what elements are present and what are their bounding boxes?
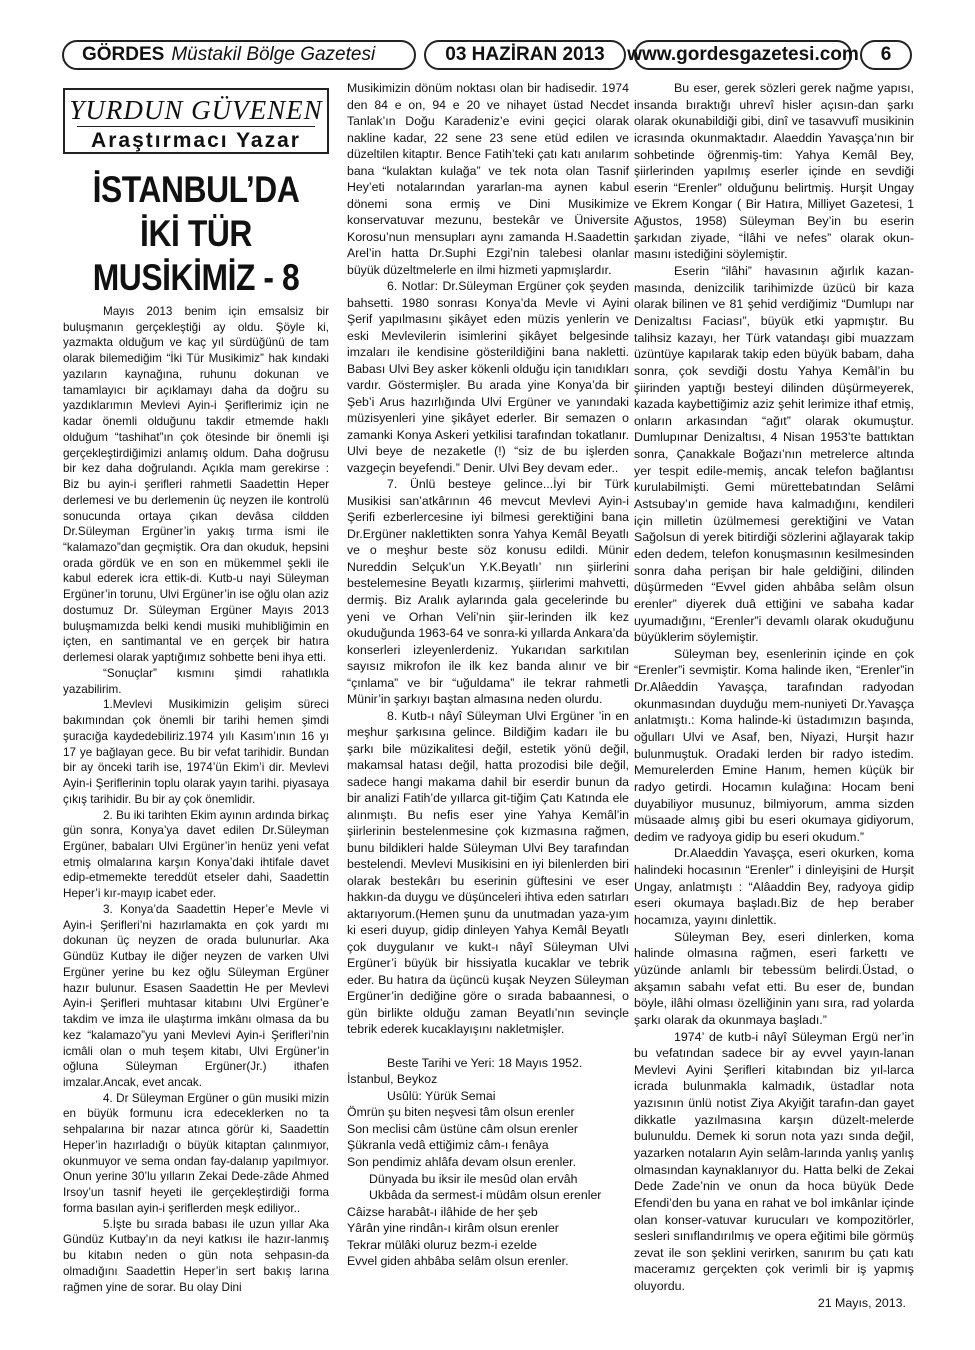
column-2 <box>347 80 629 1270</box>
author-box <box>63 88 329 154</box>
paragraph: Süleyman bey, esenlerinin içinde en çok “Erenler”i sevmiştir. Koma halinde iken, “Erenler”in Dr.Alâeddin Yavaşça, tarafından radyodan okunmasından duyduğu mem-nuniyeti Dr.Yavaşça anlatmıştı.: Koma halinde-ki üstadımızın başında, oğulları Ulvi ve Asaf, ben, Niyazi, Hurşit hazır bulunmuştuk. Oradaki lerden bir radyo istedim. Memurelerden Emine Hanım, hemen küçük bir radyo getirdi. Hocamın kulağına: Hocam beni duyabiliyor musunuz, bilmiyorum, amma sizden müsaade almış gibi bu eseri okumaya gidiyorum, dedim ve radyoya gidip bu eseri okudum.” <box>634 646 914 844</box>
poem-line: Ukbâda da sermest-i müdâm olsun erenler <box>369 1188 602 1203</box>
paragraph: Musikimizin dönüm noktası olan bir hadisedir. 1974 den 84 e on, 94 e 20 ve nihayet üstad Necdet Tanlak’ın Doğu Karadeniz’e evini geçici olarak nakline kadar, 22 sene 23 sene etüd edilen ve düzeltilen kitaptır. Bence Fatih’teki çatı katı anılarım bana “kulaktan kulağa” ve tek nota olan Tasnif Hey’eti notalarından yararlan-ma aynen kabul dönemi sona ermiş ve Dini Musikimize konservatuvar mezunu, bestekâr ve Üniversite Korosu’nun mensupları aynı zamanda H.Saadettin Arel’in hatta Dr.Suphi Ezgi’nin talebesi olanlar büyük düzeltmelerle en ilmi hizmeti yapmışlardır. <box>347 81 629 277</box>
poem <box>347 1104 629 1269</box>
poem-line: Son pendimiz ahlâfa devam olsun erenler. <box>347 1155 576 1169</box>
newspaper-name: GÖRDES <box>82 44 165 65</box>
paragraph: Eserin “ilâhi” havasının ağırlık kazan-masında, denizcilik tarihimizde üzücü bir kaza olarak bilinen ve 81 şehid verdiğimiz “Dumlupı nar Denizaltısı Faciası”, büyük etki yapmıştır. Bu talihsiz kazayı, her Türk vatandaşı gibi muazzam üzüntüye kapılarak takip eden büyük babam, daha sonra, çok sevdiği dostu Yahya Kemâl’in bu şiirinden yaptığı besteyi dilinden düşürmeyerek, kazada kaybettiğimiz aziz şehit lerimize ithaf etmiş, onların arkasından “ağıt” olarak okumuştur. Dumlupınar Denizaltısı, 4 Nisan 1953’te battıktan sonra, Çanakkale Boğazı’nın metrelerce altında yer tespit edile-memiş, ancak telefon bağlantısı kurulabilmişti. Gemi mürettebatından Selâmi Astsubay’ın gemide hava kalmadığını, kendileri için milletin üzülmemesi gerektiğini ve Vatan Sağolsun di yerek bitirdiği sözlerini ağlayarak takip eden dedem, telefon konuşmasının kesilmesinden sonra daha perişan bir hale geldiğini, dilinden düşürmeden “Evvel giden ahbâba selâm olsun erenler” diyerek duâ ettiğini ve sabaha kadar uyumadığını, “Erenler”i devamlı olarak okuduğunu büyüklerim söylemiştir. <box>634 264 914 645</box>
paragraph: Dr.Alaeddin Yavaşça, eseri okurken, koma halindeki hocasının “Erenler” i dinleyişini de Hurşit Ungay, anlatmıştı : “Alâaddin Bey, radyoya gidip eseri okumaya başladı.Biz de hep beraber hocamıza, yayını dinlettik. <box>634 846 914 928</box>
author-name: YURDUN GÜVENEN <box>69 95 323 125</box>
issue-date: 03 HAZİRAN 2013 <box>424 40 626 70</box>
paragraph: 1.Mevlevi Musikimizin gelişim süreci bakımından çok önemli bir tarihi hemen şimdi şuracığa kaydedebiliriz.1974 yılı Kasım’ının 16 yı 17 ye bağlayan gece. Bu bir vefat tarihidir. Bundan bir ay önceki tarih ise, 1974’ün Ekim’i dir. Mevlevi Ayin-i Şeriflerinin toplu olarak yayın tarihi. piyasaya çıkış tarihidir. Bu bir ay çok önemlidir. <box>63 698 329 806</box>
paragraph: “Sonuçlar” kısmını şimdi rahatlıkla yazabilirim. <box>63 666 329 696</box>
headline-line-1: İSTANBUL’DA İKİ TÜR <box>92 169 300 254</box>
newspaper-subtitle: Müstakil Bölge Gazetesi <box>171 44 376 65</box>
column-3 <box>634 80 914 1311</box>
poem-line: Dünyada bu iksir ile mesûd olan ervâh <box>369 1171 578 1186</box>
composition-info: Beste Tarihi ve Yeri: 18 Mayıs 1952. İstanbul, Beykoz <box>347 1055 583 1087</box>
page-number: 6 <box>860 40 912 70</box>
paragraph: Mayıs 2013 benim için emsalsiz bir buluşmanın gerçekleştiği ay oldu. Şöyle ki, yazmakta olduğum ve kaç yıl sürdüğünü de tam olarak bilemediğim “İki Tür Musikimiz” hak kındaki yazıların kaynağına, ruhunu dokunan ve tamamlayıcı bir açıklamayı daha da doğru su yazdıklarımın Mevlevi Ayin-i Şeriflerimiz için ne kadar önemli olduğunu takdir etmemde haklı olduğum “tashihat”ın çok ötesinde bir önemli işi gerçekleştirdiğimizi anlamış oldum. Daha doğrusu bir kez daha doğrulandı. Açıkla mam gerekirse : Biz bu ayin-i şerifleri rahmetli Saadettin Heper derlemesi ve bu derlemenin üç neyzen ile kontrolü sonucunda ortaya çıkan devâsa cildden Dr.Süleyman Ergüner’in yakış tırma ismi ile “kalamazo”dan geçmiştik. Ora dan okuduk, hepsini orada gördük ve en son en mükemmel şekli ile kabul ederek icra ettik-di. Kutb-u nayi Süleyman Ergüner’in torunu, Ulvi Ergüner’in ise oğlu olan aziz dostumuz Dr. Süleyman Ergüner Mayıs 2013 buluşmamızda belki kendi musiki muhibliğimin en içten, en santimantal ve en gerçek bir hatıra derlemesi olarak yaptığımız sohbette beni ihya etti. <box>63 305 329 665</box>
website-link[interactable]: www.gordesgazetesi.com <box>634 40 852 70</box>
paragraph: Bu eser, gerek sözleri gerek nağme yapısı, insanda bıraktığı uhrevî hisler açısın-dan şarkı olarak okunabildiği gibi, dinî ve tasavvufî musikinin icrasında okunmaktadır. Alaeddin Yavaşça’nın bir sohbetinde öğrenmiş-tim: Yahya Kemâl Bey, şiirlerinden yapılmış eserler içinde en sevdiği eserin “Erenler” olduğunu belirtmiş. Hurşit Ungay ve Ekrem Kongar ( Bir Hatıra, Milliyet Gazetesi, 1 Ağustos, 1958) Süleyman Bey’in bu eserin şarkıdan ziyade, “İlâhi ve nefes” olarak okun-masını istediğini söylemiştir. <box>634 81 914 262</box>
paragraph: 8. Kutb-ı nâyî Süleyman Ulvi Ergüner ’in en meşhur şarkısına gelince. Bildiğim kadarı ile bu şarkı bile müzikalitesi değil, estetik yönü değil, makamsal hatası değil, hatta prozodisi bile değil, sadece hangi makama dahil bir eserdir bunun da bir analizi Fatih’de yıllarca git-tiğim Çatı Katında ele alınmıştı. Bu nefis eser yine Yahya Kemâl’in şiirlerinin bestelenmesine çok kızmasına rağmen, bunu bildikleri halde Süleyman Ulvi Bey tarafından bestelendi. Mevlevi Musikisini en iyi bilenlerden biri olarak bestekârı bu eserinin güftesini ve eser hakkın-da duygu ve düşünceleri ihtiva eden satırları aktarıyorum.(Hemen şunu da unutmadan yaza-yım ki eseri duyup, gidip dinleyen Yahya Kemâl Beyatlı çok duygulanır ve kukt-ı nâyî Süleyman Ulvi Ergüner’i büyük bir hissiyatla kucaklar ve tebrik eder. Bu hatıra da üçüncü kuşak Neyzen Süleyman Ergüner’in dediğine göre o sırada babaannesi, o gün birlikte olduğu zaman Beyatlı’nın sevinçle tebrik ederek kucaklayışını nakletmişler. <box>347 708 629 1037</box>
usul-info: Usûlü: Yürük Semai <box>387 1088 496 1103</box>
paragraph: 6. Notlar: Dr.Süleyman Ergüner çok şeyden bahsetti. 1980 sonrası Konya’da Mevle vi Ayini Şerif yapılmasını şikâyet eden müzis yenlerin ve eski Mevlevilerin isimlerini şikâyet belgesinde imzaları ile kendisine gösterildiğini bana nakletti. Babası Ulvi Bey asker kökenli olduğu için tanıdıkları vardır. Göstermişler. Bu arada yine Konya’da bir Şeb’i Arus hazırlığında Ulvi Ergüner ve yanındaki müzisyenleri yine şikâyet ederler. Bir semazen o zamanki Konya Askeri yetkilisi tarafından tokatlanır. Ulvi beye de nezaketle (!) “siz de bu işlerden vazgeçin beyefendi.” Denir. Ulvi Bey devam eder.. <box>347 279 629 475</box>
poem-line: Tekrar mülâki oluruz bezm-i ezelde <box>347 1237 537 1252</box>
spacer <box>347 1038 629 1055</box>
poem-line: Evvel giden ahbâba selâm olsun erenler. <box>347 1254 569 1269</box>
poem-line: Son meclisi câm üstüne câm olsun erenler <box>347 1121 579 1136</box>
paragraph: 7. Ünlü besteye gelince...İyi bir Türk Musikisi san’atkârının 46 mevcut Mevlevi Ayin-i Şerifi ezberlercesine iyi bilmesi gerektiğini bana Dr.Ergüner naklettikten sonra Yahya Kemâl Beyatlı ve o meşhur beste söz konusu edildi. Münir Nureddin Selçuk’un Y.K.Beyatlı’ nın şiirlerini bestelemesine Beyatlı kızarmış, şiirlerimi mahvetti, dermiş. Biz Aralık aylarında gala gecelerinde bu yeni ve Orhan Veli’nin şiir-lerinden ilk kez okuduğunda 1963-64 ve sonra-ki yıllarda Ankara’da konserleri izleyenlerdeniz. Yukarıdan sarkıtılan sayısız mikrofon ile ilk kez banda alınır ve bir “çınlama” ve bir “uğuldama” ile tekrar rahmetli Münir’in şarkıyı baştan almasına neden olurdu. <box>347 477 629 707</box>
paragraph: 3. Konya’da Saadettin Heper’e Mevle vi Ayin-i Şerifleri’ni hazırlamakta en çok yardı mı dokunan üç neyzen de orada bulunurlar. Aka Gündüz Kutbay ile diğer neyzen de varken Ulvi Ergüner yerine bu kez oğlu Süleyman Ergüner hazır bulunur. Esasen Saadettin He per Mevlevi Ayin-i Şerifleri muhtasar kitabını Ulvi Ergüner’e takdim ve imza ile ulaştırma imkânı olmasa da bu kez “kalamazo”yu yani Mevlevi Ayin-i Şerifleri’nin icmâli olan o muh teşem kitabı, Ulvi Ergüner’in oğluna Süleyman Ergüner(Jr.) ithafen imzalar.Ancak, evet ancak. <box>63 902 329 1089</box>
poem-line: Şükranla vedâ ettiğimiz câm-ı fenâya <box>347 1138 549 1153</box>
article-date: 21 Mayıs, 2013. <box>817 1295 906 1310</box>
paragraph: 4. Dr Süleyman Ergüner o gün musiki mizin en büyük formunu icra edeceklerken no ta sehpalarına bir nazar atınca görür ki, Saadettin Heper’in hazırladığı o büyük kitaptan çalınmıyor, okunmuyor ve sema ondan fay-dalanıp yapılmıyor. Onun yerine 30’lu yılların Zekai Dede-zâde Ahmed Irsoy’un tasnif heyeti ile gerçekleştirdiği forma forma basılan ayin-i şeriflerden meşk ediliyor.. <box>63 1091 329 1215</box>
paragraph: 2. Bu iki tarihten Ekim ayının ardında birkaç gün sonra, Konya’ya davet edilen Dr.Süleyman Ergüner, babaları Ulvi Ergüner’in henüz yeni vefat etmiş olmalarına karşın Konya’daki ihtifale davet edip-etmemekte tereddüt etseler dahi, Saadettin Heper’i kır-mayıp icabet eder. <box>63 808 329 901</box>
headline-line-2: MUSİKİMİZ - 8 <box>92 257 300 298</box>
paragraph: Süleyman Bey, eseri dinlerken, koma halinde olmasına rağmen, eseri farkettı ve yüzünde anlamlı bir tebessüm belirdi.Üstad, o akşamın sabahı vefat etti. Bu eser de, bundan böyle, ilâhi olması özelliğinin yanı sıra, rad yolarda şarkı olarak da okunmaya başladı.” <box>634 929 914 1027</box>
newspaper-header <box>62 40 416 70</box>
author-title: Araştırmacı Yazar <box>77 126 315 153</box>
article-headline <box>82 168 311 300</box>
poem-line: Ömrün şu biten neşvesi tâm olsun erenler <box>347 1105 575 1120</box>
paragraph: 5.İşte bu sırada babası ile uzun yıllar Aka Gündüz Kutbay’ın da neyi katkısı ile hazır-lanmış bu kitabın neden o gün nota sehpasın-da olmadığını Saadettin Heper’in sert bakış larına rağmen yine de sorar. Bu olay Dini <box>63 1217 329 1294</box>
poem-line: Câizse harabât-ı ilâhide de her şeb <box>347 1204 538 1219</box>
poem-line: Yârân yine rindân-ı kirâm olsun erenler <box>347 1221 559 1236</box>
column-1 <box>63 80 329 1295</box>
paragraph: 1974’ de kutb-i nâyî Süleyman Ergü ner’in bu vefatından sadece bir ay evvel yayın-lanan Mevlevi Ayini Şerifleri kitabından biz yıl-larca icrada bulunmakla kalmadık, üstadlar nota yazısının ünlü notist Ziya Akyiğit tarafın-dan gayet dikkatle yazılmasına karşın düzelt-melerde bulunuldu. Demek ki sorun nota yazı sında değil, yazarken notaların Ayin selâm-larında yanlış yanlış olmasından kaynaklanıyor du. Hatta belki de Zekai Dede Zade’nin ve onun da hoca büyük Dede Efendi’den bu yana en rahat ve bol imkânlar içinde olan konser-vatuvar kurucuları ve kompozitörler, sesleri sınıflandırılmış ve opera eğitimi bile görmüş zevat ile son şeklini verirken, sanırım bu çatı katı maceramız gerçekten çok verimli bir iş yapmış oluyordu. <box>634 1029 914 1294</box>
